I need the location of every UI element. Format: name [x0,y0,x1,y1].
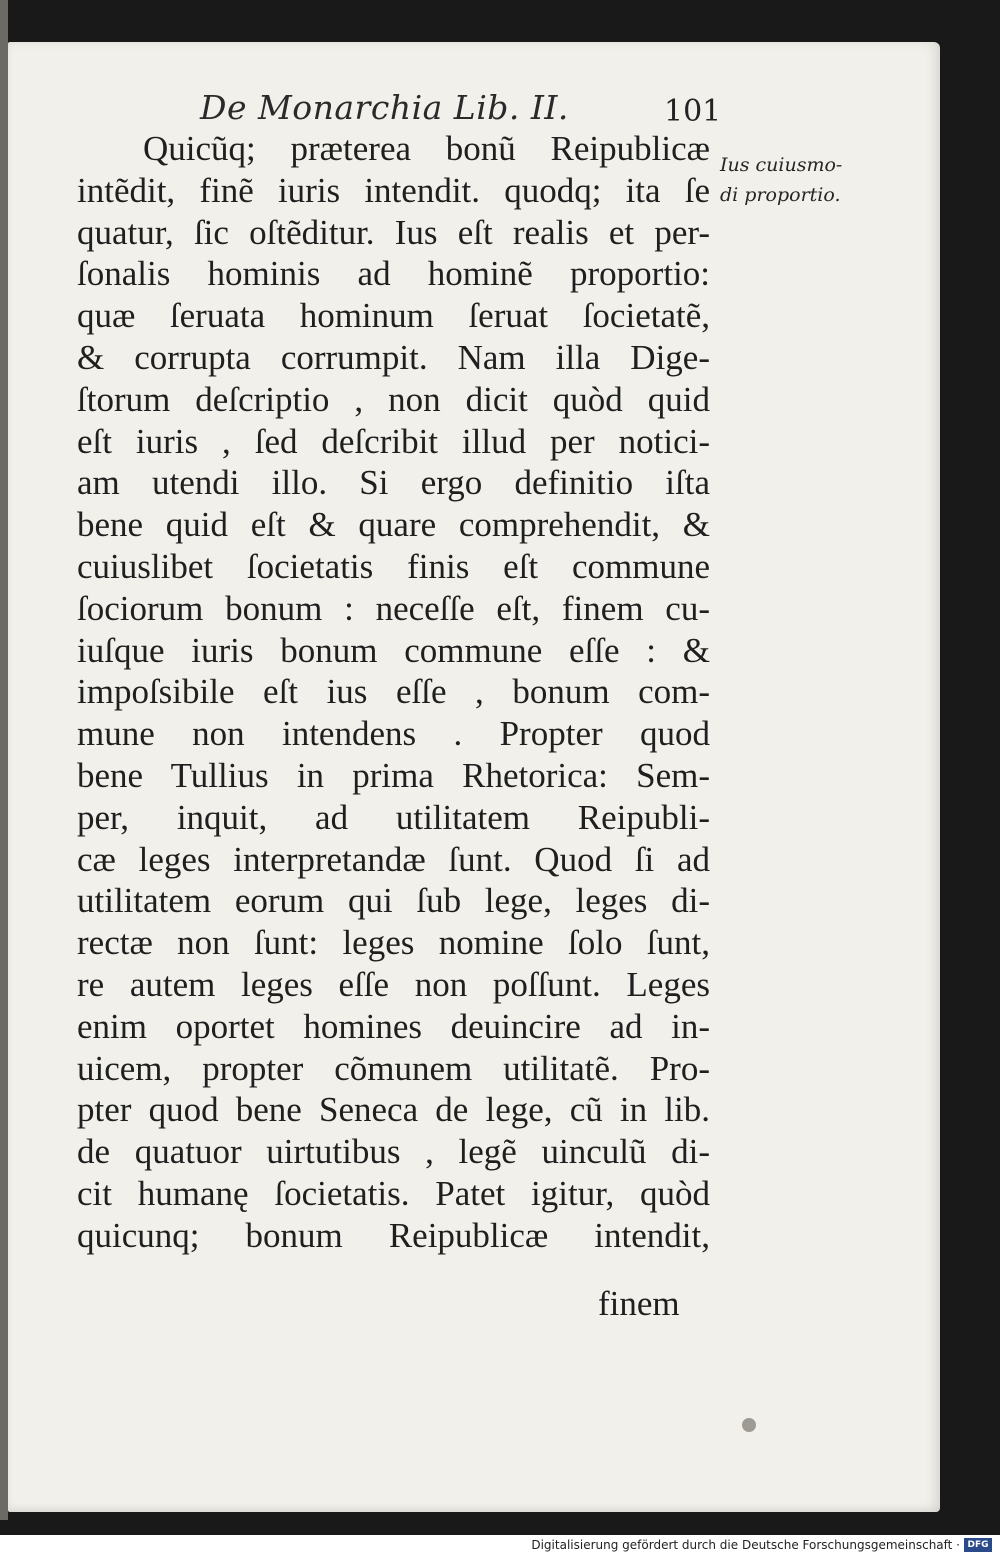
text-line: cuiuslibet ſocietatis finis eſt commune [77,546,710,586]
text-line: quӕ ſeruata hominum ſeruat ſocietatẽ, [77,296,710,336]
text-line: pter quod bene Seneca de lege, cũ in lib. [77,1090,710,1130]
text-line: cӕ leges interpretandӕ ſunt. Quod ſi ad [77,839,710,879]
text-line: ſociorum bonum : neceſſe eſt, finem cu- [77,588,710,628]
text-line: am utendi illo. Si ergo definitio iſta [77,463,710,503]
running-head: De Monarchia Lib. II. [200,88,569,127]
text-line: iuſque iuris bonum commune eſſe : & [77,630,710,670]
text-line: ſonalis hominis ad hominẽ proportio: [77,254,710,294]
catchword: finem [598,1284,680,1323]
ink-blot [742,1418,756,1432]
text-line: uicem, propter cõmunem utilitatẽ. Pro- [77,1048,710,1088]
dfg-logo-icon: DFG [964,1538,992,1552]
text-line: quicunq; bonum Reipublicӕ intendit, [77,1215,710,1255]
text-line: bene Tullius in prima Rhetorica: Sem- [77,755,710,795]
marginal-note [720,150,870,210]
page-number: 101 [664,94,722,129]
funding-credit: Digitalisierung gefördert durch die Deutsche Forschungsgemeinschaft · [531,1538,960,1552]
text-line: impoſsibile eſt ius eſſe , bonum com- [77,672,710,712]
text-line: mune non intendens . Propter quod [77,714,710,754]
text-line: Quicũq; prӕterea bonũ Reipublicӕ [143,129,710,168]
text-line: utilitatem eorum qui ſub lege, leges di- [77,881,710,921]
text-line: de quatuor uirtutibus , legẽ uinculũ di- [77,1132,710,1172]
text-line: ſtorum deſcriptio , non dicit quòd quid [77,379,710,419]
text-line: & corrupta corrumpit. Nam illa Dige- [77,337,710,377]
text-line: enim oportet homines deuincire ad in- [77,1006,710,1046]
marginal-note-line: di proportio. [720,184,841,206]
text-line: per, inquit, ad utilitatem Reipubli- [77,797,710,837]
adjacent-page-edge [0,0,8,1520]
text-line: rectӕ non ſunt: leges nomine ſolo ſunt, [77,923,710,963]
body-text [77,128,710,1257]
text-line: eſt iuris , ſed deſcribit illud per notici- [77,421,710,461]
text-line: re autem leges eſſe non poſſunt. Leges [77,964,710,1004]
text-line: intẽdit, finẽ iuris intendit. quodq; ita ſe [77,170,710,210]
marginal-note-line: Ius cuiusmo- [720,154,843,176]
text-line: quatur, ſic oſtẽditur. Ius eſt realis et per- [77,212,710,252]
text-line: cit humanę ſocietatis. Patet igitur, quòd [77,1173,710,1213]
text-line: bene quid eſt & quare comprehendit, & [77,505,710,545]
